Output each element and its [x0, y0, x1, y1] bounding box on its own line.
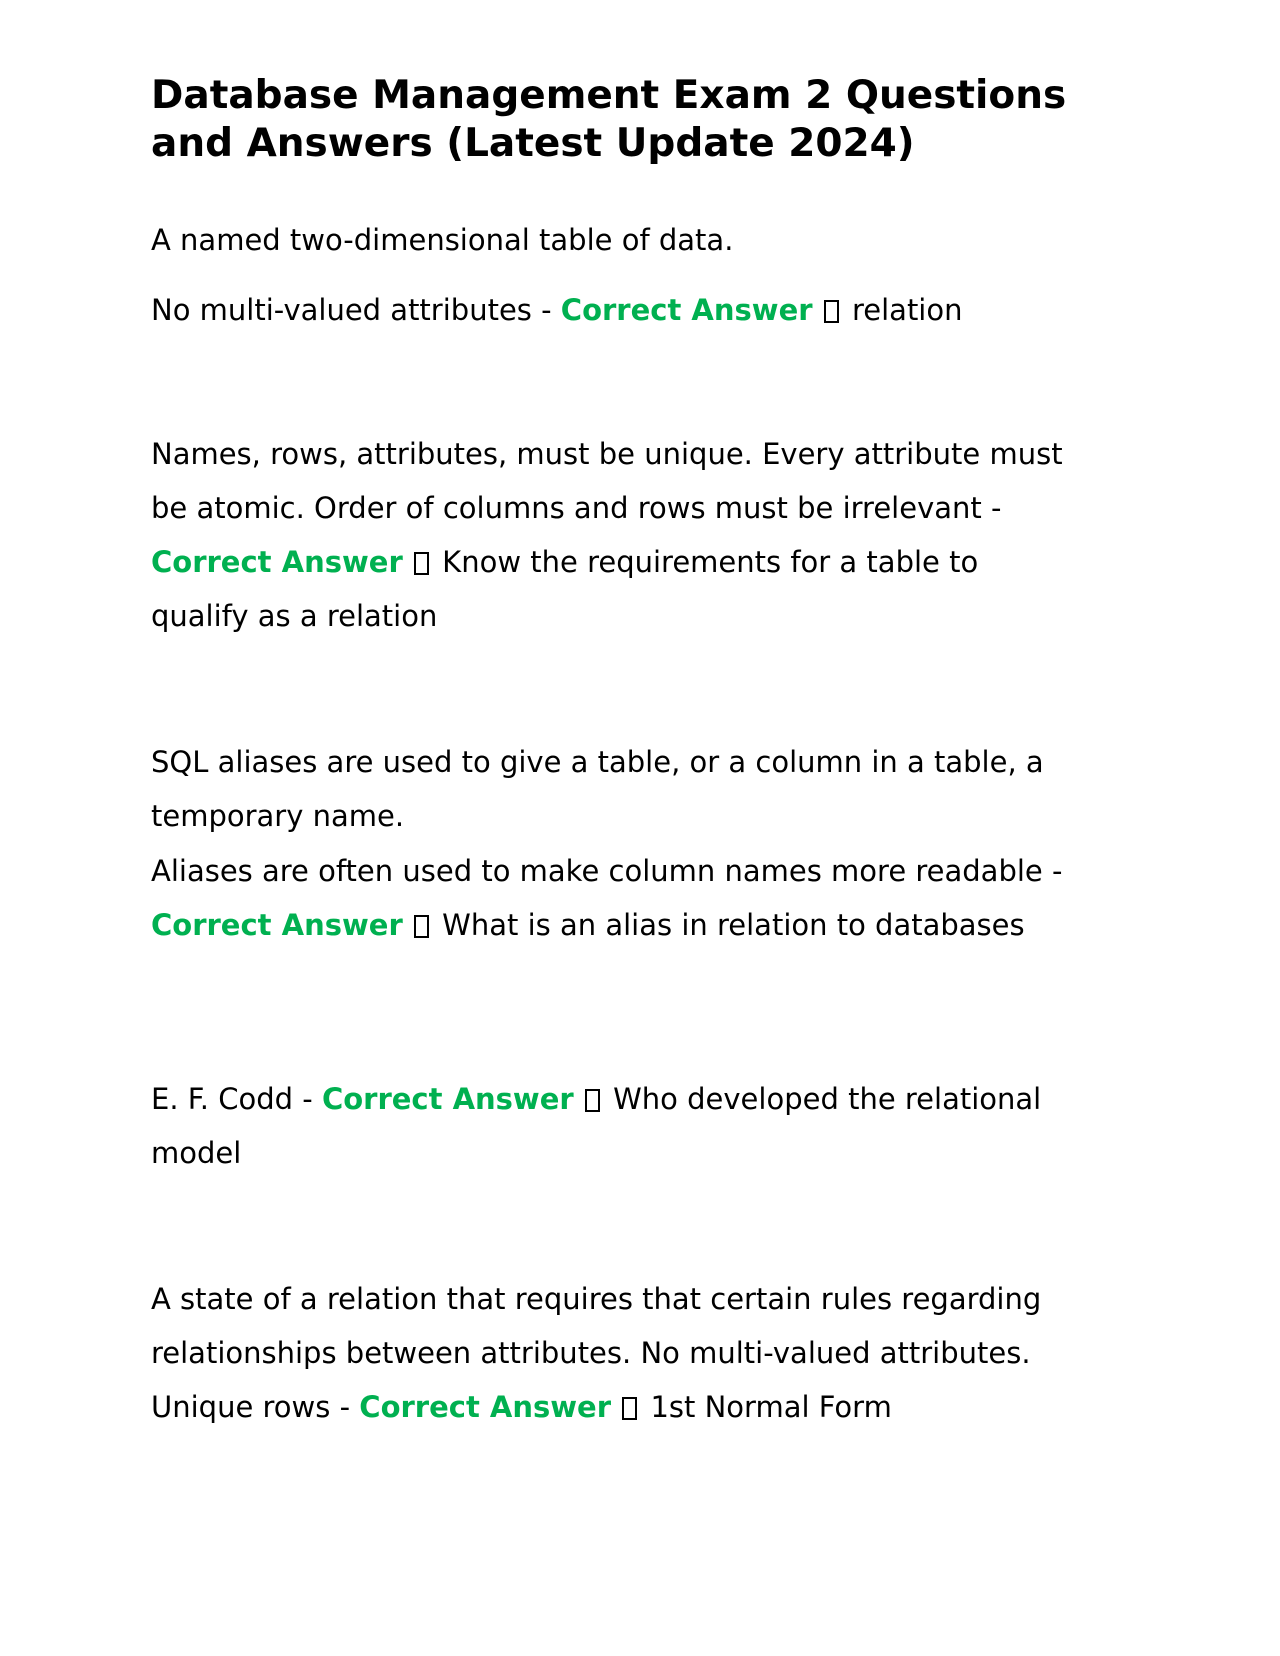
question-1nf [151, 1272, 1111, 1434]
question-relation-requirements [151, 427, 1066, 643]
arrow-icon [622, 1397, 637, 1420]
question-text: E. F. Codd - [151, 1082, 322, 1116]
answer-text: 1st Normal Form [641, 1390, 892, 1424]
answer-text: What is an alias in relation to databases [432, 908, 1025, 942]
question-relation [151, 292, 963, 328]
answer-text: Know the requirements for a table to qualify as a relation [151, 545, 979, 633]
question-text: No multi-valued attributes - [151, 293, 561, 327]
correct-answer-label: Correct Answer [321, 1082, 574, 1116]
correct-answer-label: Correct Answer [359, 1390, 612, 1424]
question-text: A state of a relation that requires that certain rules regarding relationships between attributes. No multi-valued attributes. Unique rows - [151, 1282, 1042, 1424]
question-text: Names, rows, attributes, must be unique. Every attribute must be atomic. Order of columns and rows must be irrelevant - [151, 437, 1063, 525]
correct-answer-label: Correct Answer [151, 908, 403, 942]
page-title: Database Management Exam 2 Questions and Answers (Latest Update 2024) [151, 73, 1067, 166]
arrow-icon [414, 915, 429, 938]
question-text: Aliases are often used to make column names more readable - [151, 854, 1063, 888]
alias-definition-text: SQL aliases are used to give a table, or a column in a table, a temporary name. [151, 745, 1044, 833]
definition-text: A named two-dimensional table of data. [151, 223, 734, 257]
answer-text: relation [842, 293, 963, 327]
answer-text: Who developed the relational model [151, 1082, 1042, 1170]
question-codd [151, 1072, 1111, 1180]
correct-answer-label: Correct Answer [151, 545, 403, 579]
arrow-icon [824, 300, 839, 323]
arrow-icon [585, 1089, 600, 1112]
document-page [151, 72, 1131, 1424]
correct-answer-label: Correct Answer [560, 293, 813, 327]
arrow-icon [414, 552, 429, 575]
question-alias [151, 844, 1111, 952]
